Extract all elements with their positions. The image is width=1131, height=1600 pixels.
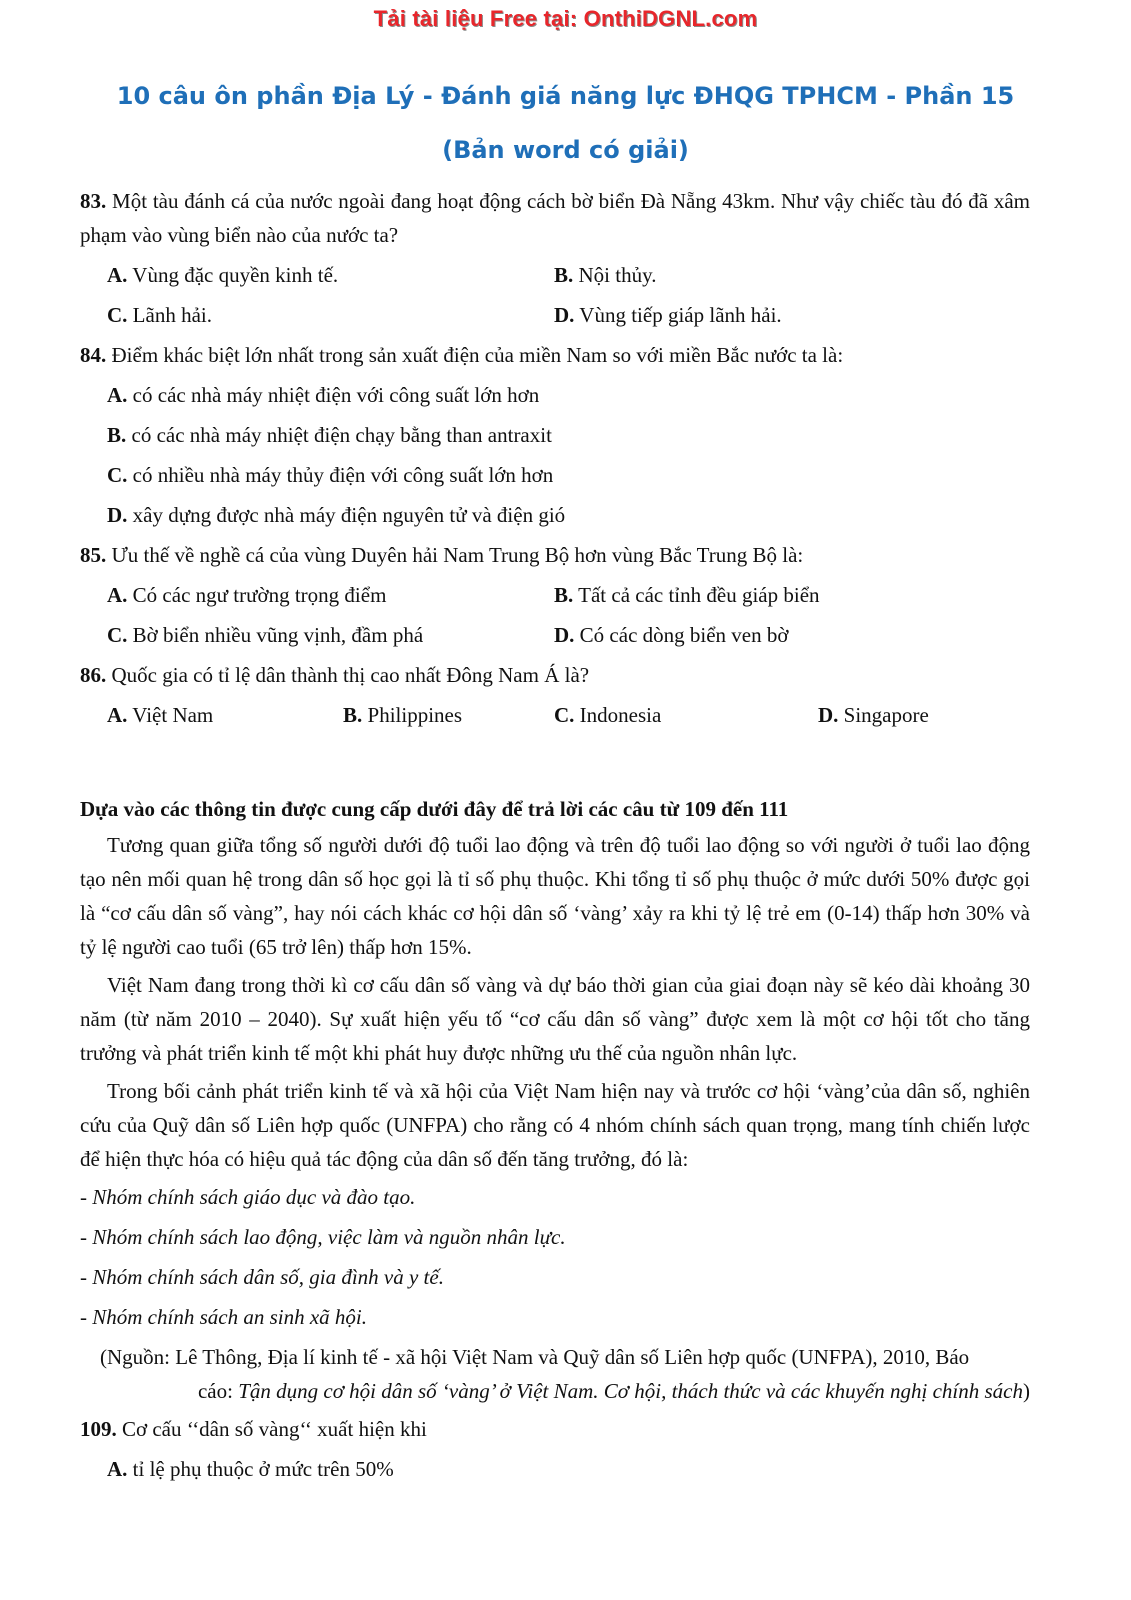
question-109 [80,1412,1030,1446]
options-row [80,298,1030,338]
source-title: Tận dụng cơ hội dân số ‘vàng’ ở Việt Nam. Cơ hội, thách thức và các khuyến nghị chính sách [238,1379,1023,1403]
section-heading: Dựa vào các thông tin được cung cấp dưới đây để trả lời các câu từ 109 đến 111 [80,797,789,821]
option-a: A. Vùng đặc quyền kinh tế. [107,263,339,287]
question-84 [80,338,1030,372]
option-d: D. Singapore [818,703,929,727]
question-85 [80,538,1030,572]
option-b: B. có các nhà máy nhiệt điện chạy bằng than antraxit [107,423,552,447]
download-banner[interactable]: Tải tài liệu Free tại: OnthiDGNL.com [373,6,758,31]
option-d: D. xây dựng được nhà máy điện nguyên tử và điện gió [107,503,566,527]
option-c: C. Indonesia [554,703,662,727]
question-number: 84. [80,343,107,367]
policy-item: - Nhóm chính sách dân số, gia đình và y tế. [80,1265,444,1289]
question-number: 86. [80,663,107,687]
option-d: D. Có các dòng biển ven bờ [554,623,789,647]
page-subtitle: (Bản word có giải) [442,136,689,164]
policy-item: - Nhóm chính sách an sinh xã hội. [80,1305,367,1329]
option-c: C. Lãnh hải. [107,303,212,327]
document-body [80,184,1030,1492]
page-title: 10 câu ôn phần Địa Lý - Đánh giá năng lực ĐHQG TPHCM - Phần 15 [116,82,1015,110]
option-a: A. Có các ngư trường trọng điểm [107,583,387,607]
paragraph: Việt Nam đang trong thời kì cơ cấu dân số vàng và dự báo thời gian của giai đoạn này sẽ kéo dài khoảng 30 năm (từ năm 2010 – 2040). Sự xuất hiện yếu tố “cơ cấu dân số vàng” được xem là một cơ hội tốt cho tăng trưởng và phát triển kinh tế một khi phát huy được những ưu thế của nguồn nhân lực. [80,973,1030,1065]
option-d: D. Vùng tiếp giáp lãnh hải. [554,303,782,327]
option-a: A. Việt Nam [107,703,214,727]
policy-item: - Nhóm chính sách giáo dục và đào tạo. [80,1185,416,1209]
option-a: A. tỉ lệ phụ thuộc ở mức trên 50% [107,1457,394,1481]
question-text: Một tàu đánh cá của nước ngoài đang hoạt động cách bờ biển Đà Nẵng 43km. Như vậy chiếc tàu đó đã xâm phạm vào vùng biển nào của nước ta? [80,189,1030,247]
question-number: 109. [80,1417,117,1441]
options-row [80,698,1030,738]
options-row [80,618,1030,658]
question-83 [80,184,1030,252]
source-line: (Nguồn: Lê Thông, Địa lí kinh tế - xã hội Việt Nam và Quỹ dân số Liên hợp quốc (UNFPA), 2010, Báo [100,1345,970,1369]
policy-item: - Nhóm chính sách lao động, việc làm và nguồn nhân lực. [80,1225,566,1249]
option-c: C. có nhiều nhà máy thủy điện với công suất lớn hơn [107,463,554,487]
source-line-2: cáo: Tận dụng cơ hội dân số ‘vàng’ ở Việt Nam. Cơ hội, thách thức và các khuyến nghị chính sách) [197,1379,1030,1403]
question-text: Cơ cấu ‘‘dân số vàng‘‘ xuất hiện khi [122,1417,427,1441]
option-a: A. có các nhà máy nhiệt điện với công suất lớn hơn [107,383,540,407]
option-b: B. Philippines [343,703,463,727]
question-number: 85. [80,543,107,567]
question-text: Ưu thế về nghề cá của vùng Duyên hải Nam Trung Bộ hơn vùng Bắc Trung Bộ là: [111,543,804,567]
paragraph: Tương quan giữa tổng số người dưới độ tuổi lao động và trên độ tuổi lao động so với người ở tuổi lao động tạo nên mối quan hệ trong dân số học gọi là tỉ số phụ thuộc. Khi tổng tỉ số phụ thuộc ở mức dưới 50% được gọi là “cơ cấu dân số vàng”, hay nói cách khác cơ hội dân số ‘vàng’ xảy ra khi tỷ lệ trẻ em (0-14) thấp hơn 30% và tỷ lệ người cao tuổi (65 trở lên) thấp hơn 15%. [80,833,1030,959]
question-text: Quốc gia có tỉ lệ dân thành thị cao nhất Đông Nam Á là? [111,663,590,687]
source-citation [100,1340,1030,1408]
option-b: B. Nội thủy. [554,263,657,287]
option-b: B. Tất cả các tỉnh đều giáp biển [554,583,820,607]
question-86 [80,658,1030,692]
question-text: Điểm khác biệt lớn nhất trong sản xuất điện của miền Nam so với miền Bắc nước ta là: [111,343,844,367]
options-row [80,578,1030,618]
options-row [80,258,1030,298]
paragraph: Trong bối cảnh phát triển kinh tế và xã hội của Việt Nam hiện nay và trước cơ hội ‘vàng’của dân số, nghiên cứu của Quỹ dân số Liên hợp quốc (UNFPA) cho rằng có 4 nhóm chính sách quan trọng, mang tính chiến lược để hiện thực hóa có hiệu quả tác động của dân số đến tăng trưởng, đó là: [80,1079,1030,1171]
question-number: 83. [80,189,107,213]
option-c: C. Bờ biển nhiều vũng vịnh, đầm phá [107,623,424,647]
